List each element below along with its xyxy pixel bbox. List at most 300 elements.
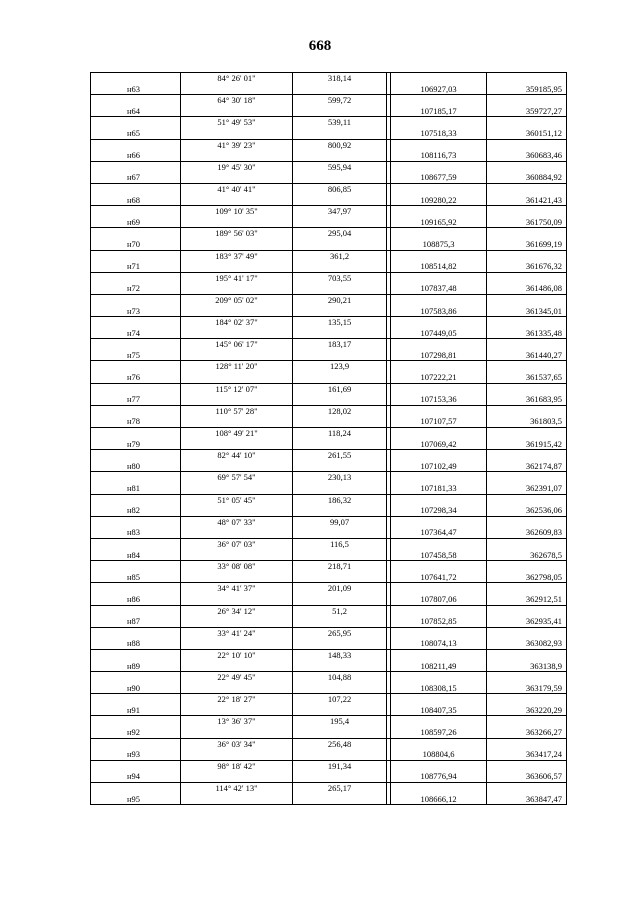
point-name-cell: н78 bbox=[91, 416, 181, 427]
point-name-cell bbox=[91, 538, 181, 549]
point-name-cell bbox=[91, 250, 181, 261]
x-coordinate-cell: 107298,81 bbox=[391, 350, 487, 361]
x-coordinate-cell: 107107,57 bbox=[391, 416, 487, 427]
y-coordinate-cell: 362174,87 bbox=[487, 461, 567, 472]
length-cell: 135,15 bbox=[293, 317, 387, 328]
point-name-cell: н89 bbox=[91, 660, 181, 671]
length-cell: 595,94 bbox=[293, 161, 387, 172]
table-row bbox=[91, 305, 567, 316]
table-row bbox=[91, 694, 567, 705]
length-cell bbox=[293, 683, 387, 694]
y-coordinate-cell bbox=[487, 294, 567, 305]
length-cell bbox=[293, 794, 387, 805]
x-coordinate-cell: 108666,12 bbox=[391, 794, 487, 805]
point-name-cell: н68 bbox=[91, 195, 181, 206]
table-row bbox=[91, 716, 567, 727]
x-coordinate-cell bbox=[391, 117, 487, 128]
angle-cell: 98° 18' 42" bbox=[181, 760, 293, 771]
y-coordinate-cell: 362536,06 bbox=[487, 505, 567, 516]
table-row bbox=[91, 461, 567, 472]
angle-cell: 22° 10' 10" bbox=[181, 649, 293, 660]
length-cell bbox=[293, 150, 387, 161]
point-name-cell: н72 bbox=[91, 283, 181, 294]
y-coordinate-cell bbox=[487, 627, 567, 638]
y-coordinate-cell bbox=[487, 649, 567, 660]
x-coordinate-cell bbox=[391, 738, 487, 749]
angle-cell bbox=[181, 106, 293, 117]
x-coordinate-cell bbox=[391, 183, 487, 194]
y-coordinate-cell bbox=[487, 694, 567, 705]
table-row bbox=[91, 494, 567, 505]
y-coordinate-cell: 361803,5 bbox=[487, 416, 567, 427]
angle-cell bbox=[181, 527, 293, 538]
x-coordinate-cell: 106927,03 bbox=[391, 84, 487, 95]
length-cell bbox=[293, 660, 387, 671]
x-coordinate-cell: 107837,48 bbox=[391, 283, 487, 294]
table-row bbox=[91, 527, 567, 538]
x-coordinate-cell bbox=[391, 294, 487, 305]
table-row bbox=[91, 428, 567, 439]
length-cell bbox=[293, 594, 387, 605]
length-cell bbox=[293, 84, 387, 95]
table-row bbox=[91, 705, 567, 716]
angle-cell: 36° 07' 03" bbox=[181, 538, 293, 549]
angle-cell: 36° 03' 34" bbox=[181, 738, 293, 749]
y-coordinate-cell bbox=[487, 561, 567, 572]
y-coordinate-cell: 362391,07 bbox=[487, 483, 567, 494]
point-name-cell bbox=[91, 361, 181, 372]
boundary-coordinates-table bbox=[90, 72, 567, 805]
x-coordinate-cell: 109280,22 bbox=[391, 195, 487, 206]
table-row bbox=[91, 206, 567, 217]
point-name-cell bbox=[91, 206, 181, 217]
length-cell: 347,97 bbox=[293, 206, 387, 217]
point-name-cell: н79 bbox=[91, 439, 181, 450]
angle-cell bbox=[181, 572, 293, 583]
angle-cell bbox=[181, 505, 293, 516]
angle-cell: 34° 41' 37" bbox=[181, 583, 293, 594]
y-coordinate-cell bbox=[487, 538, 567, 549]
length-cell: 186,32 bbox=[293, 494, 387, 505]
x-coordinate-cell bbox=[391, 494, 487, 505]
point-name-cell bbox=[91, 716, 181, 727]
x-coordinate-cell: 107449,05 bbox=[391, 328, 487, 339]
table-row bbox=[91, 128, 567, 139]
length-cell: 290,21 bbox=[293, 294, 387, 305]
point-name-cell: н87 bbox=[91, 616, 181, 627]
length-cell: 318,14 bbox=[293, 73, 387, 84]
table-row bbox=[91, 572, 567, 583]
table-row bbox=[91, 794, 567, 805]
x-coordinate-cell: 108074,13 bbox=[391, 638, 487, 649]
angle-cell: 84° 26' 01" bbox=[181, 73, 293, 84]
angle-cell: 110° 57' 28" bbox=[181, 405, 293, 416]
length-cell bbox=[293, 217, 387, 228]
angle-cell: 51° 05' 45" bbox=[181, 494, 293, 505]
length-cell bbox=[293, 616, 387, 627]
table-row bbox=[91, 783, 567, 794]
table-row bbox=[91, 161, 567, 172]
table-row bbox=[91, 73, 567, 84]
length-cell bbox=[293, 305, 387, 316]
y-coordinate-cell: 359727,27 bbox=[487, 106, 567, 117]
angle-cell: 26° 34' 12" bbox=[181, 605, 293, 616]
x-coordinate-cell: 108804,6 bbox=[391, 749, 487, 760]
angle-cell bbox=[181, 283, 293, 294]
table-row bbox=[91, 217, 567, 228]
length-cell bbox=[293, 505, 387, 516]
x-coordinate-cell: 108308,15 bbox=[391, 683, 487, 694]
angle-cell: 19° 45' 30" bbox=[181, 161, 293, 172]
x-coordinate-cell bbox=[391, 405, 487, 416]
angle-cell bbox=[181, 84, 293, 95]
point-name-cell: н82 bbox=[91, 505, 181, 516]
angle-cell: 64° 30' 18" bbox=[181, 95, 293, 106]
length-cell bbox=[293, 550, 387, 561]
table-row bbox=[91, 594, 567, 605]
x-coordinate-cell bbox=[391, 472, 487, 483]
point-name-cell: н71 bbox=[91, 261, 181, 272]
angle-cell bbox=[181, 727, 293, 738]
x-coordinate-cell bbox=[391, 561, 487, 572]
y-coordinate-cell bbox=[487, 405, 567, 416]
x-coordinate-cell: 108597,26 bbox=[391, 727, 487, 738]
y-coordinate-cell: 363179,59 bbox=[487, 683, 567, 694]
y-coordinate-cell bbox=[487, 161, 567, 172]
point-name-cell bbox=[91, 405, 181, 416]
y-coordinate-cell: 361345,01 bbox=[487, 305, 567, 316]
angle-cell: 109° 10' 35" bbox=[181, 206, 293, 217]
table-row bbox=[91, 150, 567, 161]
point-name-cell: н65 bbox=[91, 128, 181, 139]
page-number: 668 bbox=[308, 38, 332, 54]
length-cell: 161,69 bbox=[293, 383, 387, 394]
length-cell bbox=[293, 638, 387, 649]
angle-cell: 189° 56' 03" bbox=[181, 228, 293, 239]
angle-cell bbox=[181, 350, 293, 361]
point-name-cell bbox=[91, 450, 181, 461]
point-name-cell: н81 bbox=[91, 483, 181, 494]
y-coordinate-cell: 362912,51 bbox=[487, 594, 567, 605]
length-cell: 104,88 bbox=[293, 672, 387, 683]
length-cell bbox=[293, 527, 387, 538]
point-name-cell bbox=[91, 117, 181, 128]
angle-cell: 33° 08' 08" bbox=[181, 561, 293, 572]
y-coordinate-cell: 362678,5 bbox=[487, 550, 567, 561]
y-coordinate-cell: 363266,27 bbox=[487, 727, 567, 738]
table-row bbox=[91, 416, 567, 427]
y-coordinate-cell bbox=[487, 272, 567, 283]
angle-cell: 195° 41' 17" bbox=[181, 272, 293, 283]
x-coordinate-cell: 108211,49 bbox=[391, 660, 487, 671]
table-row bbox=[91, 239, 567, 250]
angle-cell: 41° 39' 23" bbox=[181, 139, 293, 150]
length-cell: 107,22 bbox=[293, 694, 387, 705]
y-coordinate-cell: 360683,46 bbox=[487, 150, 567, 161]
table-row bbox=[91, 195, 567, 206]
table-row bbox=[91, 139, 567, 150]
length-cell: 99,07 bbox=[293, 516, 387, 527]
length-cell bbox=[293, 483, 387, 494]
point-name-cell: н93 bbox=[91, 749, 181, 760]
point-name-cell: н69 bbox=[91, 217, 181, 228]
y-coordinate-cell bbox=[487, 583, 567, 594]
length-cell: 201,09 bbox=[293, 583, 387, 594]
point-name-cell: н67 bbox=[91, 172, 181, 183]
x-coordinate-cell bbox=[391, 760, 487, 771]
point-name-cell bbox=[91, 139, 181, 150]
length-cell: 806,85 bbox=[293, 183, 387, 194]
length-cell: 265,95 bbox=[293, 627, 387, 638]
y-coordinate-cell: 361537,65 bbox=[487, 372, 567, 383]
y-coordinate-cell: 362798,05 bbox=[487, 572, 567, 583]
point-name-cell: н66 bbox=[91, 150, 181, 161]
x-coordinate-cell bbox=[391, 605, 487, 616]
y-coordinate-cell: 361915,42 bbox=[487, 439, 567, 450]
x-coordinate-cell: 107458,58 bbox=[391, 550, 487, 561]
table-row bbox=[91, 583, 567, 594]
length-cell bbox=[293, 572, 387, 583]
point-name-cell bbox=[91, 649, 181, 660]
table-row bbox=[91, 472, 567, 483]
table-row bbox=[91, 117, 567, 128]
angle-cell: 51° 49' 53" bbox=[181, 117, 293, 128]
table-row bbox=[91, 361, 567, 372]
y-coordinate-cell: 361683,95 bbox=[487, 394, 567, 405]
y-coordinate-cell: 363082,93 bbox=[487, 638, 567, 649]
angle-cell bbox=[181, 638, 293, 649]
y-coordinate-cell bbox=[487, 760, 567, 771]
angle-cell bbox=[181, 616, 293, 627]
x-coordinate-cell bbox=[391, 716, 487, 727]
point-name-cell bbox=[91, 516, 181, 527]
point-name-cell bbox=[91, 383, 181, 394]
length-cell: 230,13 bbox=[293, 472, 387, 483]
length-cell bbox=[293, 261, 387, 272]
angle-cell bbox=[181, 483, 293, 494]
y-coordinate-cell bbox=[487, 494, 567, 505]
length-cell bbox=[293, 195, 387, 206]
y-coordinate-cell bbox=[487, 716, 567, 727]
point-name-cell: н80 bbox=[91, 461, 181, 472]
point-name-cell bbox=[91, 95, 181, 106]
length-cell: 116,5 bbox=[293, 538, 387, 549]
x-coordinate-cell: 108116,73 bbox=[391, 150, 487, 161]
angle-cell bbox=[181, 394, 293, 405]
angle-cell bbox=[181, 372, 293, 383]
length-cell bbox=[293, 106, 387, 117]
x-coordinate-cell bbox=[391, 450, 487, 461]
length-cell: 148,33 bbox=[293, 649, 387, 660]
table-row bbox=[91, 317, 567, 328]
y-coordinate-cell bbox=[487, 383, 567, 394]
table-row bbox=[91, 405, 567, 416]
table-row bbox=[91, 383, 567, 394]
length-cell bbox=[293, 372, 387, 383]
x-coordinate-cell: 107641,72 bbox=[391, 572, 487, 583]
length-cell: 218,71 bbox=[293, 561, 387, 572]
point-name-cell bbox=[91, 317, 181, 328]
point-name-cell bbox=[91, 272, 181, 283]
x-coordinate-cell: 107518,33 bbox=[391, 128, 487, 139]
table-row bbox=[91, 771, 567, 782]
table-row bbox=[91, 483, 567, 494]
length-cell: 195,4 bbox=[293, 716, 387, 727]
y-coordinate-cell: 363847,47 bbox=[487, 794, 567, 805]
angle-cell bbox=[181, 150, 293, 161]
point-name-cell: н83 bbox=[91, 527, 181, 538]
angle-cell: 22° 49' 45" bbox=[181, 672, 293, 683]
x-coordinate-cell: 107181,33 bbox=[391, 483, 487, 494]
table-row bbox=[91, 538, 567, 549]
length-cell: 261,55 bbox=[293, 450, 387, 461]
y-coordinate-cell bbox=[487, 250, 567, 261]
length-cell bbox=[293, 705, 387, 716]
point-name-cell bbox=[91, 561, 181, 572]
table-row bbox=[91, 749, 567, 760]
point-name-cell bbox=[91, 760, 181, 771]
length-cell: 183,17 bbox=[293, 339, 387, 350]
x-coordinate-cell bbox=[391, 339, 487, 350]
length-cell bbox=[293, 439, 387, 450]
angle-cell bbox=[181, 461, 293, 472]
point-name-cell: н95 bbox=[91, 794, 181, 805]
length-cell: 51,2 bbox=[293, 605, 387, 616]
angle-cell: 33° 41' 24" bbox=[181, 627, 293, 638]
length-cell: 295,04 bbox=[293, 228, 387, 239]
angle-cell bbox=[181, 683, 293, 694]
point-name-cell: н88 bbox=[91, 638, 181, 649]
table-row bbox=[91, 738, 567, 749]
y-coordinate-cell bbox=[487, 516, 567, 527]
angle-cell: 128° 11' 20" bbox=[181, 361, 293, 372]
angle-cell bbox=[181, 172, 293, 183]
x-coordinate-cell: 107364,47 bbox=[391, 527, 487, 538]
point-name-cell bbox=[91, 494, 181, 505]
table-row bbox=[91, 727, 567, 738]
x-coordinate-cell bbox=[391, 361, 487, 372]
y-coordinate-cell bbox=[487, 339, 567, 350]
y-coordinate-cell bbox=[487, 605, 567, 616]
length-cell bbox=[293, 239, 387, 250]
angle-cell bbox=[181, 550, 293, 561]
table-row bbox=[91, 350, 567, 361]
point-name-cell: н86 bbox=[91, 594, 181, 605]
y-coordinate-cell bbox=[487, 95, 567, 106]
angle-cell: 48° 07' 33" bbox=[181, 516, 293, 527]
point-name-cell bbox=[91, 73, 181, 84]
point-name-cell bbox=[91, 183, 181, 194]
length-cell bbox=[293, 749, 387, 760]
point-name-cell bbox=[91, 605, 181, 616]
angle-cell bbox=[181, 705, 293, 716]
angle-cell: 69° 57' 54" bbox=[181, 472, 293, 483]
angle-cell bbox=[181, 128, 293, 139]
angle-cell bbox=[181, 439, 293, 450]
table-row bbox=[91, 561, 567, 572]
table-row bbox=[91, 450, 567, 461]
angle-cell bbox=[181, 416, 293, 427]
table-row bbox=[91, 439, 567, 450]
x-coordinate-cell bbox=[391, 694, 487, 705]
table-row bbox=[91, 627, 567, 638]
y-coordinate-cell: 361440,27 bbox=[487, 350, 567, 361]
x-coordinate-cell bbox=[391, 428, 487, 439]
y-coordinate-cell: 362609,83 bbox=[487, 527, 567, 538]
angle-cell bbox=[181, 195, 293, 206]
point-name-cell: н70 bbox=[91, 239, 181, 250]
point-name-cell: н73 bbox=[91, 305, 181, 316]
angle-cell: 108° 49' 21" bbox=[181, 428, 293, 439]
x-coordinate-cell: 108875,3 bbox=[391, 239, 487, 250]
point-name-cell: н84 bbox=[91, 550, 181, 561]
table-row bbox=[91, 649, 567, 660]
table-row bbox=[91, 95, 567, 106]
x-coordinate-cell bbox=[391, 161, 487, 172]
angle-cell: 13° 36' 37" bbox=[181, 716, 293, 727]
y-coordinate-cell bbox=[487, 472, 567, 483]
point-name-cell: н85 bbox=[91, 572, 181, 583]
y-coordinate-cell: 363138,9 bbox=[487, 660, 567, 671]
angle-cell bbox=[181, 594, 293, 605]
x-coordinate-cell bbox=[391, 649, 487, 660]
y-coordinate-cell bbox=[487, 206, 567, 217]
point-name-cell bbox=[91, 428, 181, 439]
y-coordinate-cell bbox=[487, 783, 567, 794]
table-row bbox=[91, 283, 567, 294]
table-row bbox=[91, 172, 567, 183]
x-coordinate-cell bbox=[391, 672, 487, 683]
length-cell bbox=[293, 771, 387, 782]
y-coordinate-cell: 360884,92 bbox=[487, 172, 567, 183]
y-coordinate-cell bbox=[487, 361, 567, 372]
angle-cell bbox=[181, 749, 293, 760]
point-name-cell: н92 bbox=[91, 727, 181, 738]
point-name-cell bbox=[91, 783, 181, 794]
table-row bbox=[91, 294, 567, 305]
length-cell bbox=[293, 328, 387, 339]
y-coordinate-cell: 361750,09 bbox=[487, 217, 567, 228]
angle-cell bbox=[181, 794, 293, 805]
angle-cell: 209° 05' 02" bbox=[181, 294, 293, 305]
length-cell: 191,34 bbox=[293, 760, 387, 771]
point-name-cell: н94 bbox=[91, 771, 181, 782]
point-name-cell bbox=[91, 738, 181, 749]
x-coordinate-cell bbox=[391, 206, 487, 217]
table-row bbox=[91, 660, 567, 671]
y-coordinate-cell bbox=[487, 450, 567, 461]
angle-cell: 82° 44' 10" bbox=[181, 450, 293, 461]
x-coordinate-cell bbox=[391, 250, 487, 261]
table-row bbox=[91, 638, 567, 649]
x-coordinate-cell bbox=[391, 73, 487, 84]
y-coordinate-cell bbox=[487, 117, 567, 128]
angle-cell: 22° 18' 27" bbox=[181, 694, 293, 705]
y-coordinate-cell: 363417,24 bbox=[487, 749, 567, 760]
y-coordinate-cell bbox=[487, 317, 567, 328]
angle-cell bbox=[181, 305, 293, 316]
length-cell bbox=[293, 128, 387, 139]
length-cell bbox=[293, 727, 387, 738]
point-name-cell: н63 bbox=[91, 84, 181, 95]
y-coordinate-cell: 362935,41 bbox=[487, 616, 567, 627]
point-name-cell: н76 bbox=[91, 372, 181, 383]
length-cell: 361,2 bbox=[293, 250, 387, 261]
point-name-cell bbox=[91, 472, 181, 483]
y-coordinate-cell: 360151,12 bbox=[487, 128, 567, 139]
x-coordinate-cell bbox=[391, 516, 487, 527]
angle-cell: 115° 12' 07" bbox=[181, 383, 293, 394]
